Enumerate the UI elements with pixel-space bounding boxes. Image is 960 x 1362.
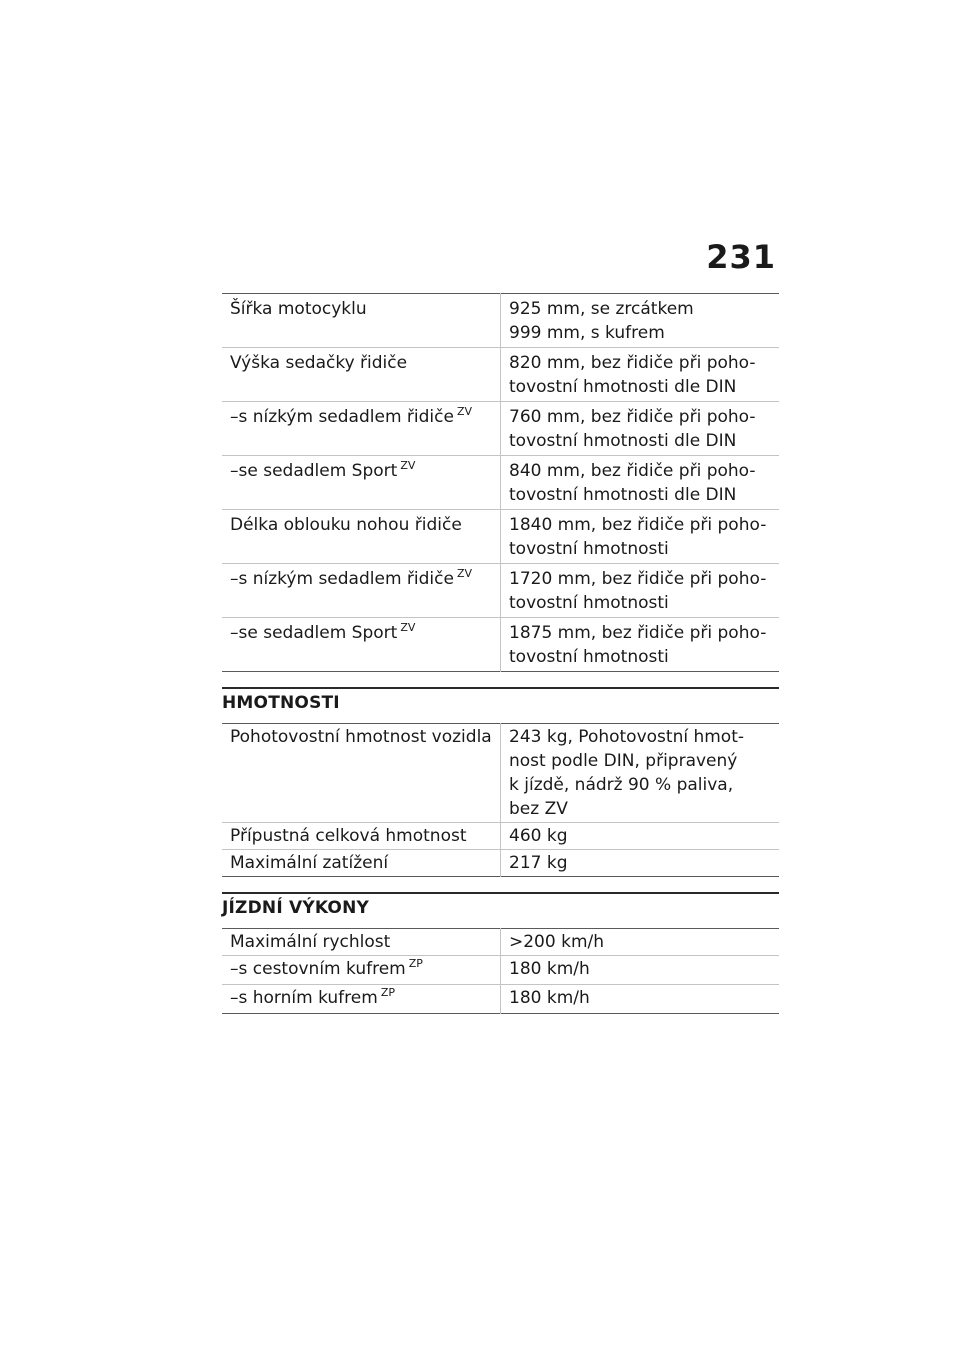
performance-body [222,929,779,1014]
spec-label: –se sedadlem Sport [230,461,398,481]
spec-superscript: ZV [456,405,473,418]
spec-value-cell [501,348,780,402]
spec-value-cell [501,724,780,823]
spec-row [222,510,779,564]
spec-value-line: tovostní hmotnosti dle DIN [509,431,737,451]
spec-row [222,850,779,877]
spec-value-cell [501,929,780,956]
spec-value-line: 243 kg, Pohotovostní hmot- [509,727,745,747]
spec-row [222,456,779,510]
spec-label: –s cestovním kufrem [230,959,406,979]
spec-row [222,823,779,850]
spec-value-line: >200 km/h [509,932,605,952]
spec-value-line: tovostní hmotnosti [509,593,669,613]
spec-content [222,293,779,1014]
spec-value-cell [501,985,780,1014]
spec-row [222,724,779,823]
spec-value-line: 999 mm, s kufrem [509,323,665,343]
spec-value-line: 1875 mm, bez řidiče při poho- [509,623,767,643]
spec-value-cell [501,510,780,564]
spec-value-cell [501,294,780,348]
spec-value-line: 840 mm, bez řidiče při poho- [509,461,756,481]
spec-superscript: ZP [408,957,423,970]
spec-label-cell [222,724,501,823]
spec-value-line: 180 km/h [509,959,590,979]
spec-value-cell [501,823,780,850]
spec-label: Délka oblouku nohou řidiče [230,515,462,535]
spec-value-line: 180 km/h [509,988,590,1008]
spec-value-line: 925 mm, se zrcátkem [509,299,694,319]
spec-label-cell [222,510,501,564]
spec-value-cell [501,402,780,456]
spec-value-line: tovostní hmotnosti [509,539,669,559]
spec-superscript: ZV [400,459,416,472]
spec-value-line: 820 mm, bez řidiče při poho- [509,353,756,373]
spec-label-cell [222,348,501,402]
spec-value-cell [501,618,780,672]
spec-value-cell [501,850,780,877]
spec-value-line: bez ZV [509,799,568,819]
spec-value-line: tovostní hmotnosti dle DIN [509,377,737,397]
performance-table [222,928,779,1014]
dimensions-body [222,294,779,672]
spec-superscript: ZV [400,621,416,634]
spec-label: –s horním kufrem [230,988,378,1008]
spec-value-line: 460 kg [509,826,568,846]
spec-value-line: tovostní hmotnosti dle DIN [509,485,737,505]
spec-superscript: ZV [456,567,473,580]
spec-label-cell [222,956,501,985]
spec-value-line: 217 kg [509,853,568,873]
spec-row [222,564,779,618]
performance-section-title: JÍZDNÍ VÝKONY [222,892,779,928]
spec-row [222,402,779,456]
spec-value-line: tovostní hmotnosti [509,647,669,667]
spec-value-line: k jízdě, nádrž 90 % paliva, [509,775,734,795]
spec-value-cell [501,456,780,510]
spec-label: Šířka motocyklu [230,299,367,319]
spec-superscript: ZP [380,986,395,999]
spec-label: Výška sedačky řidiče [230,353,408,373]
spec-label-cell [222,823,501,850]
spec-row [222,348,779,402]
spec-value-line: nost podle DIN, připravený [509,751,738,771]
spec-label: –s nízkým sedadlem řidiče [230,407,454,427]
spec-row [222,618,779,672]
spec-label: Maximální rychlost [230,932,391,952]
spec-value-line: 1720 mm, bez řidiče při poho- [509,569,767,589]
spec-label-cell [222,618,501,672]
spec-label-cell [222,850,501,877]
spec-row [222,956,779,985]
spec-label-cell [222,456,501,510]
spec-label: Přípustná celková hmotnost [230,826,467,846]
weights-table [222,723,779,877]
dimensions-table [222,293,779,672]
spec-label: –s nízkým sedadlem řidiče [230,569,454,589]
page-number: 231 [706,238,776,276]
spec-label-cell [222,294,501,348]
spec-label-cell [222,402,501,456]
spec-label: Maximální zatížení [230,853,389,873]
weights-section-title: HMOTNOSTI [222,687,779,723]
spec-label: –se sedadlem Sport [230,623,398,643]
spec-row [222,294,779,348]
spec-value-cell [501,564,780,618]
spec-label-cell [222,929,501,956]
spec-value-line: 1840 mm, bez řidiče při poho- [509,515,767,535]
spec-value-line: 760 mm, bez řidiče při poho- [509,407,756,427]
spec-row [222,929,779,956]
weights-body [222,724,779,877]
spec-label: Pohotovostní hmotnost vozidla [230,727,492,747]
spec-label-cell [222,564,501,618]
spec-label-cell [222,985,501,1014]
spec-row [222,985,779,1014]
spec-value-cell [501,956,780,985]
